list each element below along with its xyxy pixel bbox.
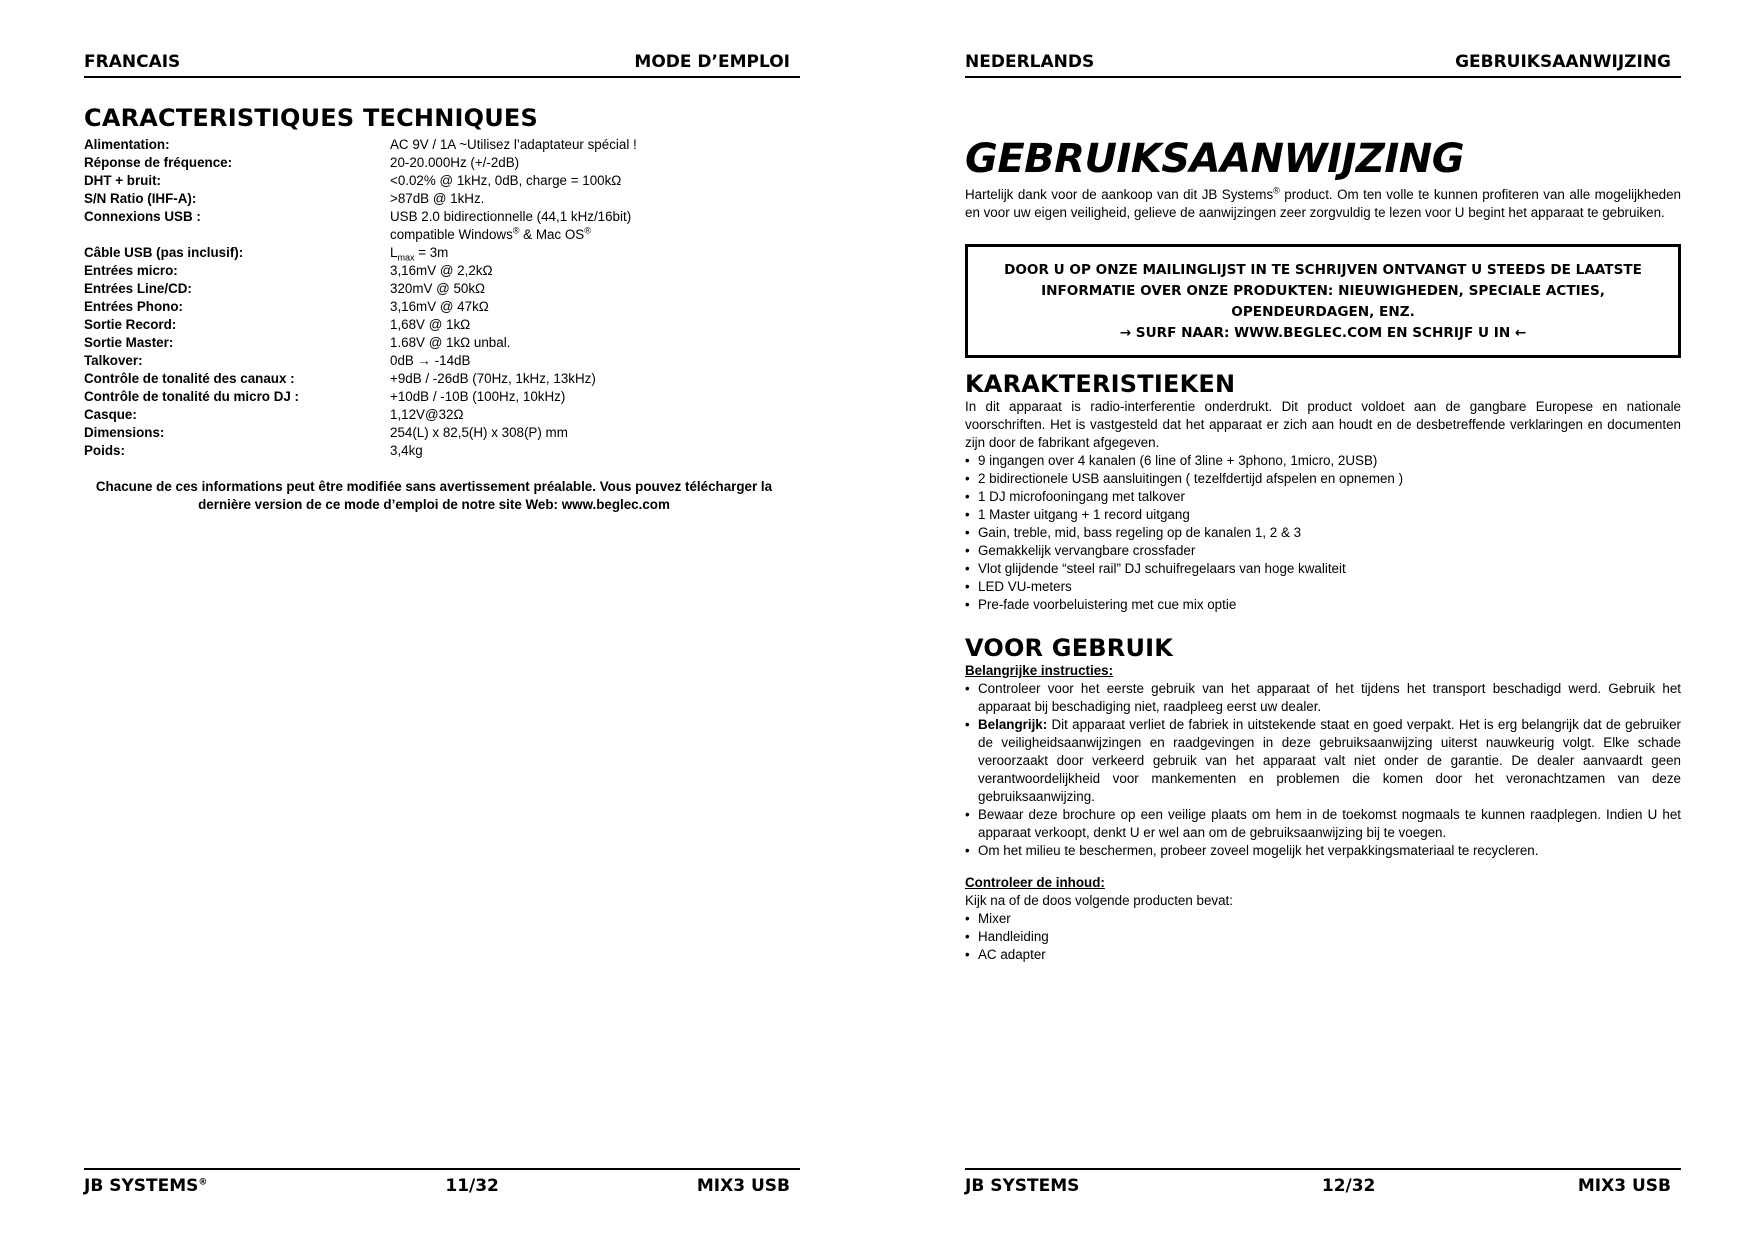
spec-label: Entrées Phono: bbox=[84, 299, 183, 314]
instruction-item: • Om het milieu te beschermen, probeer zoveel mogelijk het verpakkingsmateriaal te recycleren. bbox=[965, 842, 1681, 860]
spec-row bbox=[84, 190, 800, 208]
features-list bbox=[965, 452, 1681, 614]
spec-row bbox=[84, 334, 800, 352]
spec-label: Poids: bbox=[84, 443, 125, 458]
feature-item: • 2 bidirectionele USB aansluitingen ( tezelfdertijd afspelen en opnemen ) bbox=[965, 470, 1681, 488]
spec-row bbox=[84, 424, 800, 442]
contents-item: • Mixer bbox=[965, 910, 1681, 928]
spec-value: +10dB / -10B (100Hz, 10kHz) bbox=[390, 389, 566, 404]
spec-label: Sortie Master: bbox=[84, 335, 174, 350]
spec-value: +9dB / -26dB (70Hz, 1kHz, 13kHz) bbox=[390, 371, 596, 386]
spec-note: Chacune de ces informations peut être modifiée sans avertissement préalable. Vous pouvez télécharger la dernière version de ce mode d’emploi de notre site Web: www.beglec.com bbox=[95, 479, 773, 512]
spec-value: compatible Windows® & Mac OS® bbox=[390, 225, 591, 242]
footer-brand: JB SYSTEMS bbox=[965, 1176, 1080, 1196]
spec-row bbox=[84, 316, 800, 334]
instruction-item: • Bewaar deze brochure op een veilige plaats om hem in de toekomst nogmaals te kunnen raadplegen. Indien U het apparaat verkoopt, denkt U er wel aan om de gebruiksaanwijzing bij te voegen. bbox=[965, 806, 1681, 842]
before-use-title: VOOR GEBRUIK bbox=[965, 634, 1174, 662]
spec-label: Contrôle de tonalité du micro DJ : bbox=[84, 389, 300, 404]
feature-item: • 9 ingangen over 4 kanalen (6 line of 3line + 3phono, 1micro, 2USB) bbox=[965, 452, 1681, 470]
spec-label: S/N Ratio (IHF-A): bbox=[84, 191, 197, 206]
spec-value: USB 2.0 bidirectionnelle (44,1 kHz/16bit) bbox=[390, 209, 632, 224]
spec-row bbox=[84, 244, 800, 262]
spec-value: AC 9V / 1A ~Utilisez l’adaptateur spécial ! bbox=[390, 137, 637, 152]
spec-row bbox=[84, 406, 800, 424]
spec-row bbox=[84, 352, 800, 370]
intro-paragraph: Hartelijk dank voor de aankoop van dit JB Systems® product. Om ten volle te kunnen profiteren van alle mogelijkheden en voor uw eigen veiligheid, gelieve de aanwijzingen zeer zorgvuldig te lezen voor U begint het apparaat te gebruiken. bbox=[965, 185, 1681, 220]
spec-value: 20-20.000Hz (+/-2dB) bbox=[390, 155, 520, 170]
spec-label: Dimensions: bbox=[84, 425, 165, 440]
spec-row bbox=[84, 154, 800, 172]
instructions-list bbox=[965, 680, 1681, 860]
spec-value: >87dB @ 1kHz. bbox=[390, 191, 485, 206]
footer-page-number: 12/32 bbox=[1321, 1176, 1376, 1196]
feature-item: • Pre-fade voorbeluistering met cue mix optie bbox=[965, 596, 1681, 614]
promo-link[interactable]: → SURF NAAR: WWW.BEGLEC.COM EN SCHRIJF U IN ← bbox=[1119, 325, 1527, 341]
spec-value: 0dB → -14dB bbox=[390, 353, 471, 368]
spec-value: 1,12V@32Ω bbox=[390, 407, 464, 422]
spec-row bbox=[84, 370, 800, 388]
instruction-item: • Belangrijk: Dit apparaat verliet de fabriek in uitstekende staat en goed verpakt. Het is erg belangrijk dat de gebruiker de veiligheidsaanwijzingen en raadgevingen in deze gebruiksaanwijzing uiterst nauwkeurig volgt. Elke schade veroorzaakt door verkeerd gebruik van het apparaat valt niet onder de garantie. De dealer aanvaardt geen verantwoordelijkheid voor mankementen en problemen die komen door het veronachtzamen van deze gebruiksaanwijzing. bbox=[965, 716, 1681, 806]
contents-item: • Handleiding bbox=[965, 928, 1681, 946]
spec-label: Alimentation: bbox=[84, 137, 170, 152]
page-right bbox=[965, 0, 1681, 1240]
spec-label: Connexions USB : bbox=[84, 209, 201, 224]
spec-label: Talkover: bbox=[84, 353, 143, 368]
spec-value: $L_{max} = 3m$ bbox=[390, 245, 449, 263]
feature-item: • Gemakkelijk vervangbare crossfader bbox=[965, 542, 1681, 560]
footer-model: MIX3 USB bbox=[696, 1176, 790, 1196]
spec-value: 3,16mV @ 47kΩ bbox=[390, 299, 489, 314]
feature-item: • Vlot glijdende “steel rail” DJ schuifregelaars van hoge kwaliteit bbox=[965, 560, 1681, 578]
footer-brand: JB SYSTEMS® bbox=[84, 1176, 208, 1196]
contents-list bbox=[965, 910, 1681, 964]
page-header bbox=[965, 52, 1681, 78]
spec-table bbox=[84, 136, 800, 460]
spec-row bbox=[84, 136, 800, 154]
spec-row bbox=[84, 280, 800, 298]
feature-item: • 1 Master uitgang + 1 record uitgang bbox=[965, 506, 1681, 524]
instructions-title: Belangrijke instructies: bbox=[965, 663, 1114, 678]
promo-text: DOOR U OP ONZE MAILINGLIJST IN TE SCHRIJVEN ONTVANGT U STEEDS DE LAATSTE INFORMATIE OVER ONZE PRODUKTEN: NIEUWIGHEDEN, SPECIALE ACTIES, OPENDEURDAGEN, ENZ. bbox=[1004, 262, 1642, 320]
spec-value: 320mV @ 50kΩ bbox=[390, 281, 486, 296]
spec-label: DHT + bruit: bbox=[84, 173, 161, 188]
spec-row bbox=[84, 226, 800, 244]
spec-label: Entrées Line/CD: bbox=[84, 281, 192, 296]
spec-row bbox=[84, 262, 800, 280]
contents-item: • AC adapter bbox=[965, 946, 1681, 964]
spec-value: 1,68V @ 1kΩ bbox=[390, 317, 471, 332]
spec-label: Câble USB (pas inclusif): bbox=[84, 245, 244, 260]
before-use-section bbox=[965, 634, 1681, 964]
contents-title: Controleer de inhoud: bbox=[965, 875, 1105, 890]
spec-row bbox=[84, 172, 800, 190]
spec-value: 254(L) x 82,5(H) x 308(P) mm bbox=[390, 425, 568, 440]
features-intro: In dit apparaat is radio-interferentie onderdrukt. Dit product voldoet aan de gangbare Europese en nationale voorschriften. Het is vastgesteld dat het apparaat er zich aan houdt en de desbetreffende verklaringen en documenten zijn door de fabrikant afgegeven. bbox=[965, 399, 1681, 450]
footer-model: MIX3 USB bbox=[1577, 1176, 1671, 1196]
section-title: CARACTERISTIQUES TECHNIQUES bbox=[84, 104, 538, 132]
header-language: FRANCAIS bbox=[84, 52, 181, 72]
page-left bbox=[84, 0, 800, 1240]
footer-page-number: 11/32 bbox=[445, 1176, 499, 1196]
features-section bbox=[965, 370, 1681, 614]
spec-label: Entrées micro: bbox=[84, 263, 178, 278]
header-doc-type: MODE D’EMPLOI bbox=[634, 52, 790, 72]
spec-label: Réponse de fréquence: bbox=[84, 155, 233, 170]
header-doc-type: GEBRUIKSAANWIJZING bbox=[1455, 52, 1671, 72]
mailing-list-box bbox=[965, 244, 1681, 358]
spec-label bbox=[84, 226, 390, 244]
spec-row bbox=[84, 298, 800, 316]
feature-item: • LED VU-meters bbox=[965, 578, 1681, 596]
page-footer bbox=[84, 1168, 800, 1196]
spec-value: <0.02% @ 1kHz, 0dB, charge = 100kΩ bbox=[390, 173, 622, 188]
spec-label: Sortie Record: bbox=[84, 317, 177, 332]
spec-value: 3,16mV @ 2,2kΩ bbox=[390, 263, 493, 278]
spec-label: Contrôle de tonalité des canaux : bbox=[84, 371, 295, 386]
spec-value: 1.68V @ 1kΩ unbal. bbox=[390, 335, 511, 350]
spec-row bbox=[84, 442, 800, 460]
instruction-item: • Controleer voor het eerste gebruik van het apparaat of het tijdens het transport beschadigd werd. Gebruik het apparaat bij beschadiging niet, raadpleeg eerst uw dealer. bbox=[965, 680, 1681, 716]
spec-label: Casque: bbox=[84, 407, 137, 422]
feature-item: • 1 DJ microfooningang met talkover bbox=[965, 488, 1681, 506]
document-title: GEBRUIKSAANWIJZING bbox=[965, 136, 1465, 182]
spec-value: 3,4kg bbox=[390, 443, 423, 458]
header-language: NEDERLANDS bbox=[965, 52, 1095, 72]
contents-intro: Kijk na of de doos volgende producten bevat: bbox=[965, 893, 1234, 908]
spec-row bbox=[84, 388, 800, 406]
feature-item: • Gain, treble, mid, bass regeling op de kanalen 1, 2 & 3 bbox=[965, 524, 1681, 542]
spec-row bbox=[84, 208, 800, 226]
features-title: KARAKTERISTIEKEN bbox=[965, 370, 1236, 398]
page-footer bbox=[965, 1168, 1681, 1196]
page-header bbox=[84, 52, 800, 78]
